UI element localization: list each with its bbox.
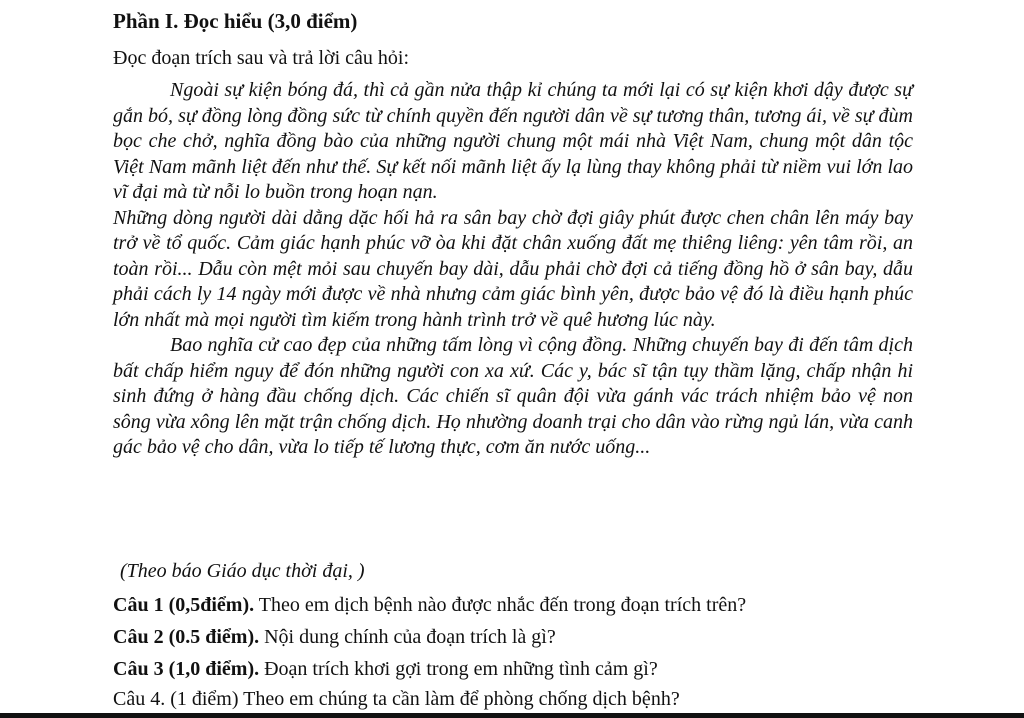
question-1 xyxy=(113,592,746,618)
question-3 xyxy=(113,656,658,682)
question-2-text: Nội dung chính của đoạn trích là gì? xyxy=(259,626,556,648)
question-3-label: Câu 3 (1,0 điểm). xyxy=(113,658,260,680)
passage-source: (Theo báo Giáo dục thời đại, ) xyxy=(120,560,365,582)
question-4 xyxy=(113,686,680,712)
question-2-label: Câu 2 (0.5 điểm). xyxy=(113,626,260,648)
section-heading: Phần I. Đọc hiểu (3,0 điểm) xyxy=(113,9,358,33)
bottom-border xyxy=(0,713,1024,718)
question-1-text: Theo em dịch bệnh nào được nhắc đến trong đoạn trích trên? xyxy=(254,594,747,616)
passage-paragraph-3: Bao nghĩa cử cao đẹp của những tấm lòng vì cộng đồng. Những chuyến bay đi đến tâm dịch bất chấp hiểm nguy để đón những người con xa xứ. Các y, bác sĩ tận tụy thầm lặng, chấp nhận hi sinh đứng ở hàng đầu chống dịch. Các chiến sĩ quân đội vừa gánh vác trách nhiệm bảo vệ non sông vừa xông lên mặt trận chống dịch. Họ nhường doanh trại cho dân vào rừng ngủ lán, vừa canh gác bảo vệ cho dân, vừa lo tiếp tế lương thực, cơm ăn nước uống... xyxy=(113,334,913,458)
question-1-label: Câu 1 (0,5điểm). xyxy=(113,594,255,616)
passage-paragraph-1: Ngoài sự kiện bóng đá, thì cả gần nửa thập kỉ chúng ta mới lại có sự kiện khơi dậy được sự gắn bó, sự đồng lòng đồng sức từ chính quyền đến người dân về sự tương thân, tương ái, về sự đùm bọc che chở, nghĩa đồng bào của những người chung một mái nhà Việt Nam, chung một dân tộc Việt Nam mãnh liệt đến như thế. Sự kết nối mãnh liệt ấy lạ lùng thay không phải từ niềm vui lớn lao vĩ đại mà từ nỗi lo buồn trong hoạn nạn. xyxy=(113,79,913,203)
reading-passage xyxy=(113,78,913,461)
question-4-text: Câu 4. (1 điểm) Theo em chúng ta cần làm để phòng chống dịch bệnh? xyxy=(113,688,680,710)
passage-paragraph-2: Những dòng người dài dằng dặc hối hả ra sân bay chờ đợi giây phút được chen chân lên máy bay trở về tổ quốc. Cảm giác hạnh phúc vỡ òa khi đặt chân xuống đất mẹ thiêng liêng: yên tâm rồi, an toàn rồi... Dẫu còn mệt mỏi sau chuyến bay dài, dẫu phải chờ đợi cả tiếng đồng hồ ở sân bay, dẫu phải cách ly 14 ngày mới được về nhà nhưng cảm giác bình yên, được bảo vệ đó là điều hạnh phúc lớn nhất mà mọi người tìm kiếm trong hành trình trở về quê hương lúc này. xyxy=(113,206,913,331)
reading-instruction: Đọc đoạn trích sau và trả lời câu hỏi: xyxy=(113,47,410,69)
question-2 xyxy=(113,624,556,650)
question-3-text: Đoạn trích khơi gợi trong em những tình cảm gì? xyxy=(259,658,658,680)
